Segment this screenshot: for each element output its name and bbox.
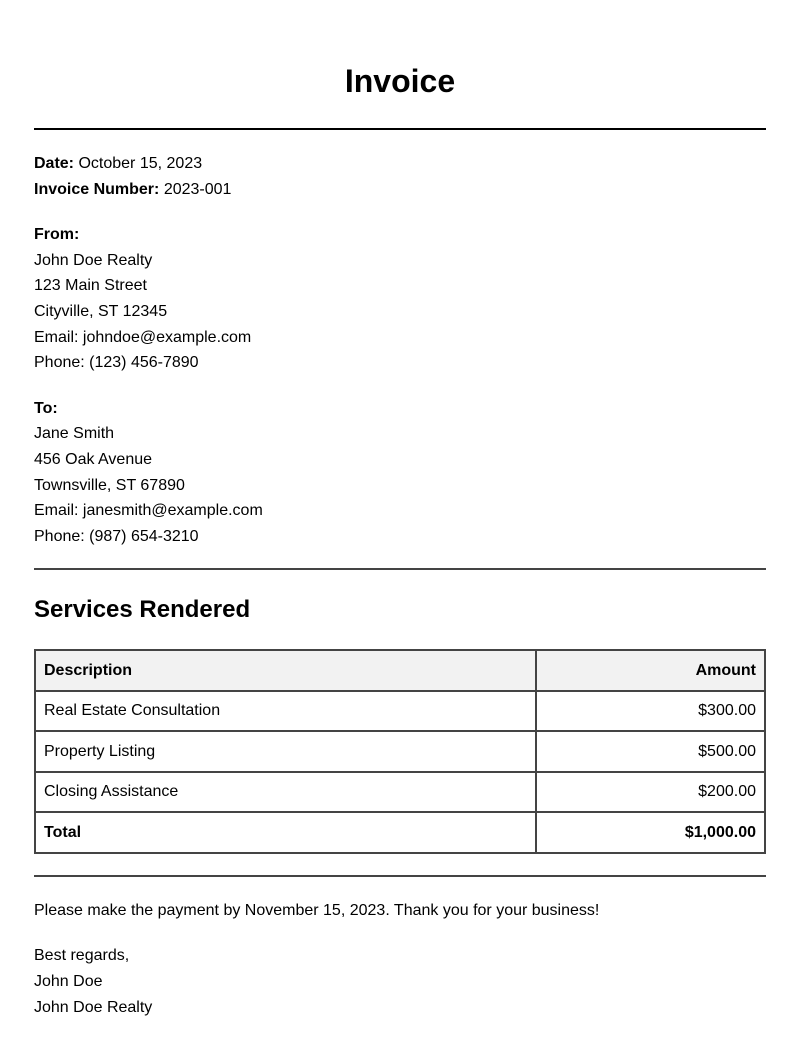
to-street: 456 Oak Avenue xyxy=(34,450,153,468)
invoice-number-label: Invoice Number: xyxy=(34,180,160,198)
to-name: Jane Smith xyxy=(34,425,115,443)
invoice-number-line xyxy=(34,177,766,203)
from-city: Cityville, ST 12345 xyxy=(34,302,168,320)
row-amount: $500.00 xyxy=(536,731,765,772)
closing-name: John Doe xyxy=(34,973,103,990)
services-table xyxy=(34,649,766,854)
date-value: October 15, 2023 xyxy=(78,155,203,172)
from-name: John Doe Realty xyxy=(34,251,153,269)
table-row xyxy=(35,731,765,772)
closing-block xyxy=(34,943,766,1020)
table-header-row xyxy=(35,650,765,691)
table-divider xyxy=(34,875,766,877)
from-label: From: xyxy=(34,226,80,244)
services-heading: Services Rendered xyxy=(34,596,251,624)
payment-note: Please make the payment by November 15, 2023. Thank you for your business! xyxy=(34,901,600,919)
to-address xyxy=(34,396,766,550)
row-description: Property Listing xyxy=(35,731,536,772)
from-phone: Phone: (123) 456-7890 xyxy=(34,354,199,372)
invoice-number-value: 2023-001 xyxy=(163,180,232,198)
row-description: Closing Assistance xyxy=(35,772,536,813)
from-address xyxy=(34,222,766,376)
row-amount: $200.00 xyxy=(536,772,765,813)
total-label: Total xyxy=(35,812,536,853)
invoice-page xyxy=(34,0,766,1020)
to-city: Townsville, ST 67890 xyxy=(34,476,185,494)
total-amount: $1,000.00 xyxy=(536,812,765,853)
title-divider xyxy=(34,128,766,130)
date-label: Date: xyxy=(34,155,75,172)
invoice-meta xyxy=(34,151,766,202)
table-row xyxy=(35,772,765,813)
closing-company: John Doe Realty xyxy=(34,998,153,1016)
description-column-header: Description xyxy=(35,650,536,691)
to-email: Email: janesmith@example.com xyxy=(34,502,263,520)
row-amount: $300.00 xyxy=(536,691,765,732)
address-divider xyxy=(34,568,766,570)
date-line xyxy=(34,151,766,177)
closing-salutation: Best regards, xyxy=(34,947,130,965)
amount-column-header: Amount xyxy=(536,650,765,691)
table-row xyxy=(35,691,765,732)
from-street: 123 Main Street xyxy=(34,277,147,295)
row-description: Real Estate Consultation xyxy=(35,691,536,732)
to-label: To: xyxy=(34,399,58,417)
from-email: Email: johndoe@example.com xyxy=(34,328,252,346)
page-title: Invoice xyxy=(344,63,456,99)
total-row xyxy=(35,812,765,853)
to-phone: Phone: (987) 654-3210 xyxy=(34,527,199,545)
